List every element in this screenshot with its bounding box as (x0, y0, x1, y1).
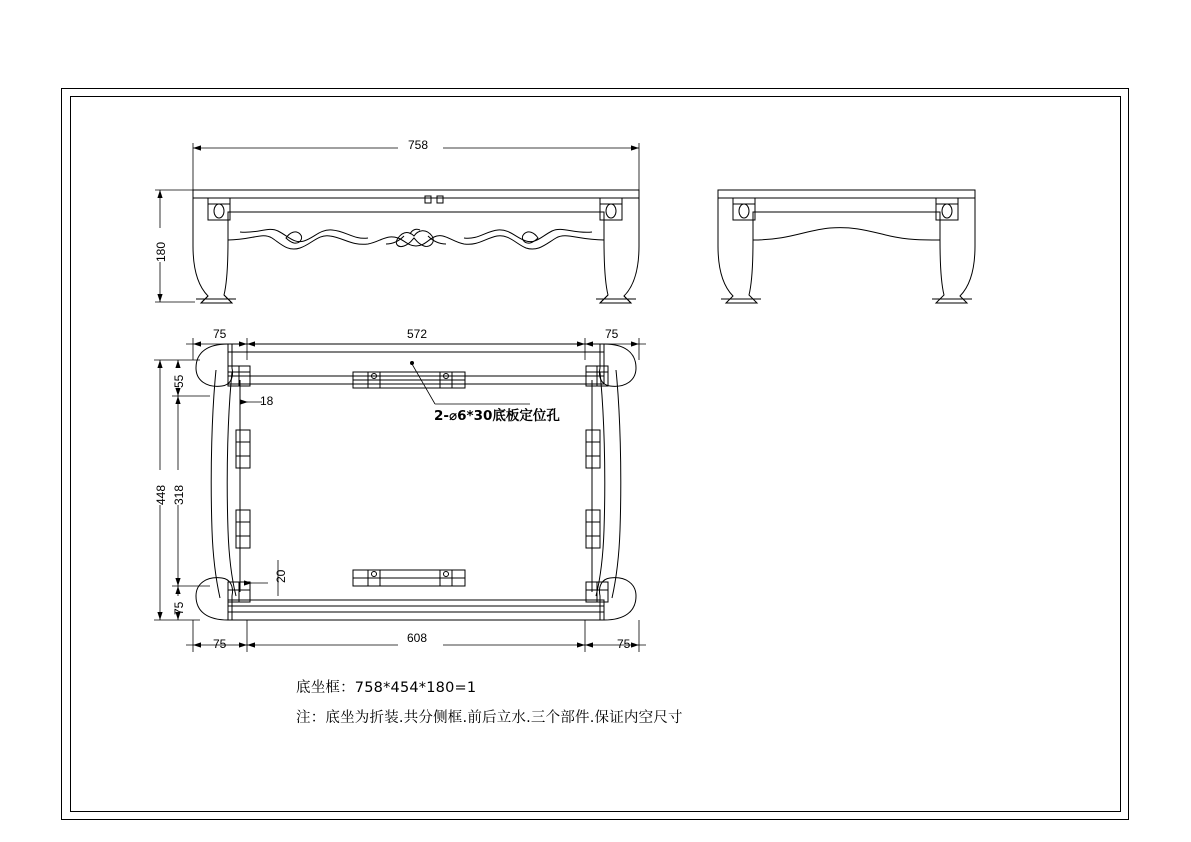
hole-callout-label: 2-⌀6*30底板定位孔 (434, 408, 560, 424)
dim-plan-top-right-75: 75 (605, 327, 619, 341)
front-elevation-view (155, 143, 639, 303)
dim-plan-bottom-center-608: 608 (407, 631, 428, 645)
top-plan-view (154, 338, 646, 652)
dim-plan-55: 55 (172, 374, 186, 388)
dim-plan-bottom-right-75: 75 (617, 637, 631, 651)
dim-plan-top-left-75: 75 (213, 327, 227, 341)
dim-plan-bottom-left-75: 75 (213, 637, 227, 651)
dim-front-width: 758 (408, 138, 429, 152)
dim-offset-18: 18 (260, 394, 274, 408)
dim-front-height: 180 (154, 241, 168, 262)
side-elevation-view (718, 190, 975, 303)
dim-plan-top-center-572: 572 (407, 327, 428, 341)
note-line-1: 底坐框：758*454*180=1 (296, 680, 477, 696)
dim-plan-75-left: 75 (172, 601, 186, 615)
dim-plan-448: 448 (154, 484, 168, 505)
dim-offset-20: 20 (274, 569, 288, 583)
note-line-2: 注：底坐为折装.共分侧框.前后立水.三个部件.保证内空尺寸 (296, 710, 683, 726)
dim-plan-318: 318 (172, 484, 186, 505)
